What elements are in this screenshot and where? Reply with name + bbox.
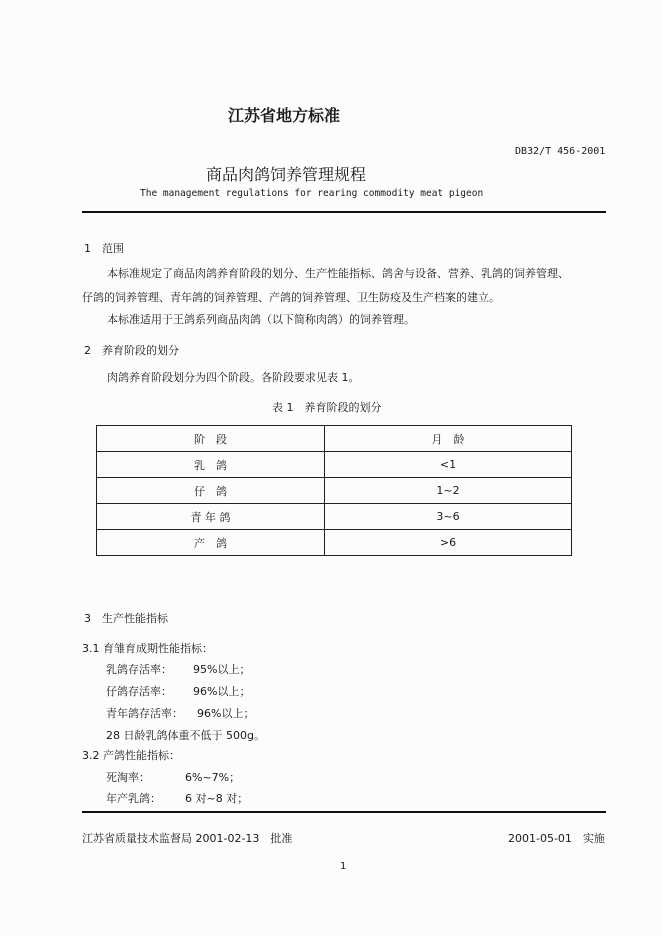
standard-code: DB32/T 456-2001: [515, 146, 606, 157]
metric-value: 6%~7%；: [185, 771, 241, 784]
metric-value: 95%以上；: [193, 663, 251, 676]
org-title: 江苏省地方标准: [228, 106, 341, 125]
section-1-para: 仔鸽的饲养管理、青年鸽的饲养管理、产鸽的饲养管理、卫生防疫及生产档案的建立。: [82, 291, 500, 304]
section-1-heading: 1 范围: [84, 242, 124, 255]
table-caption: 表 1 养育阶段的划分: [272, 401, 382, 414]
page-number: 1: [340, 861, 347, 872]
section-1-para: 本标准规定了商品肉鸽养育阶段的划分、生产性能指标、鸽舍与设备、营养、乳鸽的饲养管理、: [107, 267, 569, 280]
table-row: 乳 鸽 <1: [97, 452, 572, 478]
metric-value: 6 对~8 对；: [185, 792, 249, 805]
table-row: 青 年 鸽 3~6: [97, 504, 572, 530]
metric-label: 乳鸽存活率：: [106, 663, 172, 676]
metric-value: 96%以上；: [193, 685, 251, 698]
doc-title: 商品肉鸽饲养管理规程: [206, 165, 367, 184]
table-row: 产 鸽 >6: [97, 530, 572, 556]
stage-table: [96, 425, 572, 556]
footer-rule: [82, 811, 606, 813]
table-header: 阶 段: [97, 426, 325, 452]
table-header: 月 龄: [325, 426, 572, 452]
section-2-heading: 2 养育阶段的划分: [84, 344, 179, 357]
effective-date: 2001-05-01 实施: [508, 832, 605, 845]
sub-3-2-heading: 3.2 产鸽性能指标：: [82, 749, 180, 762]
doc-title-en: The management regulations for rearing commodity meat pigeon: [140, 188, 484, 199]
metric-label: 死淘率：: [106, 771, 150, 784]
section-1-para: 本标准适用于王鸽系列商品肉鸽（以下简称肉鸽）的饲养管理。: [107, 313, 415, 326]
section-3-heading: 3 生产性能指标: [84, 612, 168, 625]
sub-3-1-heading: 3.1 育雏育成期性能指标：: [82, 642, 213, 655]
approval-line: 江苏省质量技术监督局 2001-02-13 批准: [82, 832, 293, 845]
metric-label: 仔鸽存活率：: [106, 685, 172, 698]
metric-value: 96%以上；: [197, 707, 255, 720]
header-rule: [82, 211, 606, 213]
table-row: 仔 鸽 1~2: [97, 478, 572, 504]
metric-label: 年产乳鸽：: [106, 792, 161, 805]
section-2-para: 肉鸽养育阶段划分为四个阶段。各阶段要求见表 1。: [107, 371, 360, 384]
weight-note: 28 日龄乳鸽体重不低于 500g。: [106, 729, 265, 742]
metric-label: 青年鸽存活率：: [106, 707, 183, 720]
